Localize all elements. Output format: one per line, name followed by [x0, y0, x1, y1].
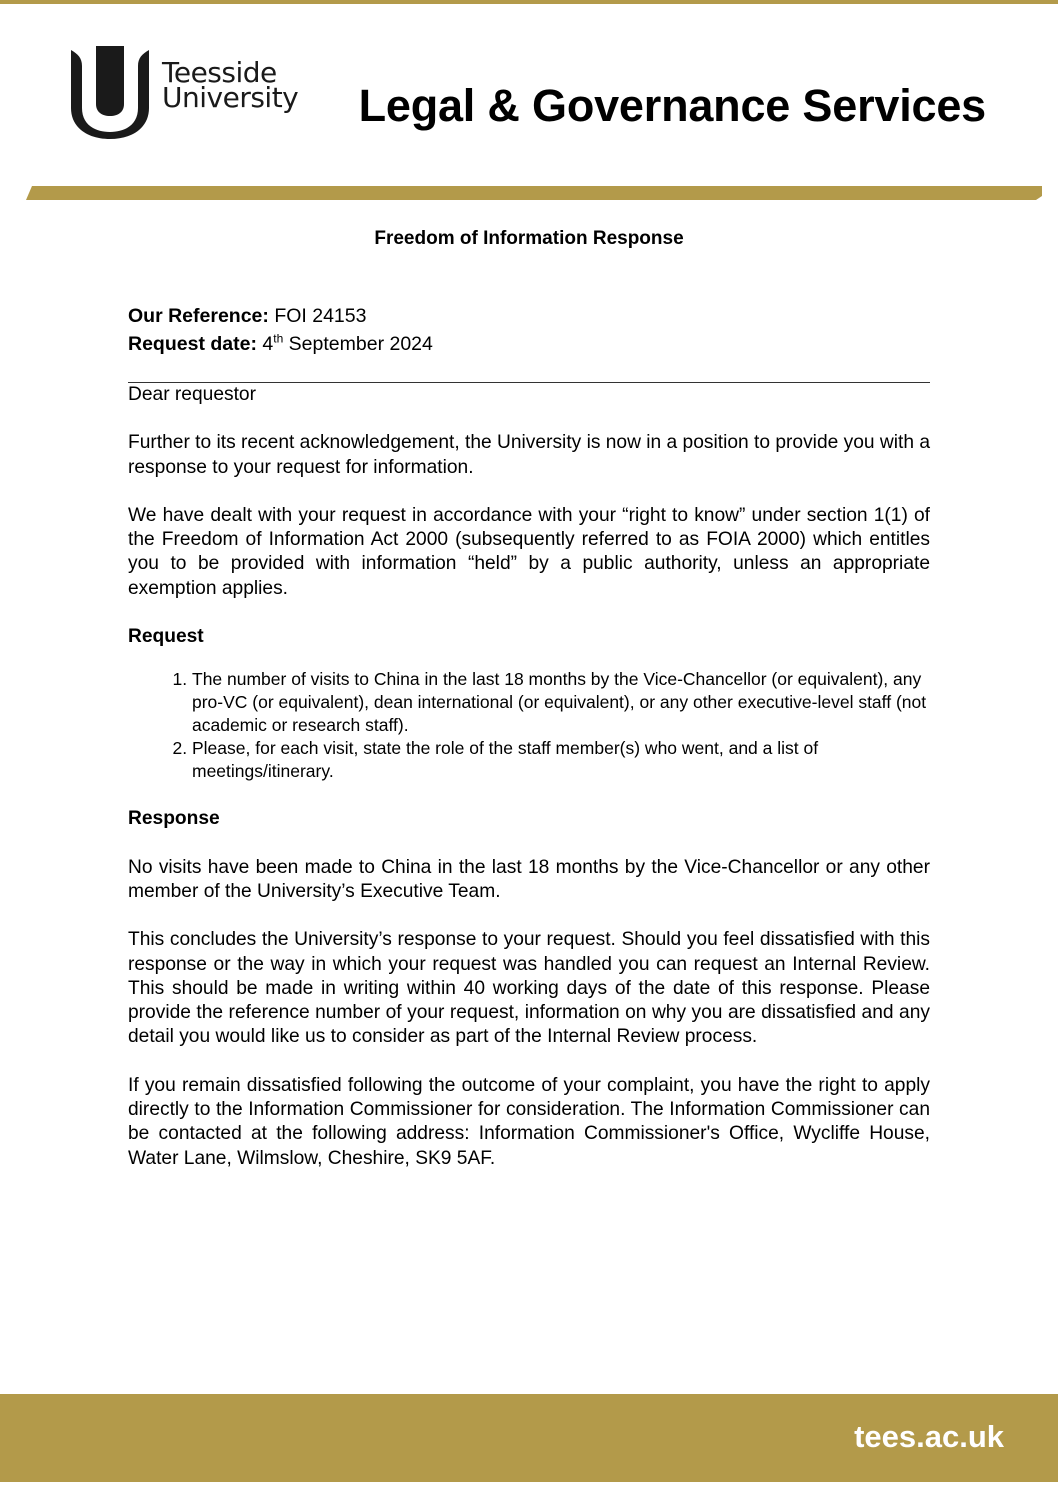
- letter-body: [128, 302, 930, 1171]
- request-date-suffix: th: [273, 331, 284, 346]
- logo-line-1: Teesside: [162, 56, 277, 89]
- reference-label: Our Reference:: [128, 305, 269, 327]
- department-title: Legal & Governance Services: [358, 80, 986, 131]
- reference-line: [128, 302, 930, 330]
- request-date-day: 4: [262, 333, 274, 355]
- footer-gold-band: [0, 1394, 1058, 1482]
- footer-website-link[interactable]: tees.ac.uk: [854, 1419, 1004, 1454]
- response-paragraph: No visits have been made to China in the last 18 months by the Vice-Chancellor or any other member of the University’s Executive Team.: [128, 856, 930, 902]
- request-date-line: [128, 330, 930, 358]
- request-date-rest: September 2024: [288, 333, 433, 355]
- intro-paragraph: We have dealt with your request in accordance with your “right to know” under section 1(1) of the Freedom of Information Act 2000 (subsequently referred to as FOIA 2000) which entitles you to be provided with information “held” by a public authority, unless an appropriate exemption applies.: [128, 504, 930, 599]
- header-gold-band: [26, 186, 1042, 200]
- teesside-university-logo: [68, 46, 318, 140]
- request-list: [128, 668, 930, 783]
- response-paragraph: This concludes the University’s response to your request. Should you feel dissatisfied with this response or the way in which your request was handled you can request an Internal Review. This should be made in writing within 40 working days of the date of this response. Please provide the reference number of your request, information on why you are dissatisfied and any detail you would like us to consider as part of the Internal Review process.: [128, 929, 930, 1048]
- response-heading: Response: [128, 808, 220, 830]
- list-item: 1. The number of visits to China in the last 18 months by the Vice-Chancellor (or equivalent), any pro-VC (or equivalent), dean international (or equivalent), or any other executive-level staff (not academic or research staff).: [192, 668, 930, 737]
- logo-wordmark: [162, 56, 299, 114]
- intro-paragraph: Further to its recent acknowledgement, the University is now in a position to provide you with a response to your request for information.: [128, 432, 931, 478]
- document-title: Freedom of Information Response: [374, 228, 684, 249]
- reference-value: FOI 24153: [274, 305, 367, 327]
- salutation: Dear requestor: [128, 384, 256, 405]
- top-gold-rule: [0, 0, 1058, 4]
- university-u-logo-icon: [68, 46, 152, 140]
- request-date-label: Request date:: [128, 333, 257, 355]
- request-heading: Request: [128, 626, 204, 648]
- response-paragraph: If you remain dissatisfied following the outcome of your complaint, you have the right to apply directly to the Information Commissioner for consideration. The Information Commissioner can be contacted at the following address: Information Commissioner's Office, Wycliffe House, Water Lane, Wilmslow, Cheshire, SK9 5AF.: [128, 1074, 930, 1169]
- logo-line-2: University: [162, 81, 299, 114]
- list-item: 2. Please, for each visit, state the role of the staff member(s) who went, and a list of meetings/itinerary.: [192, 737, 930, 783]
